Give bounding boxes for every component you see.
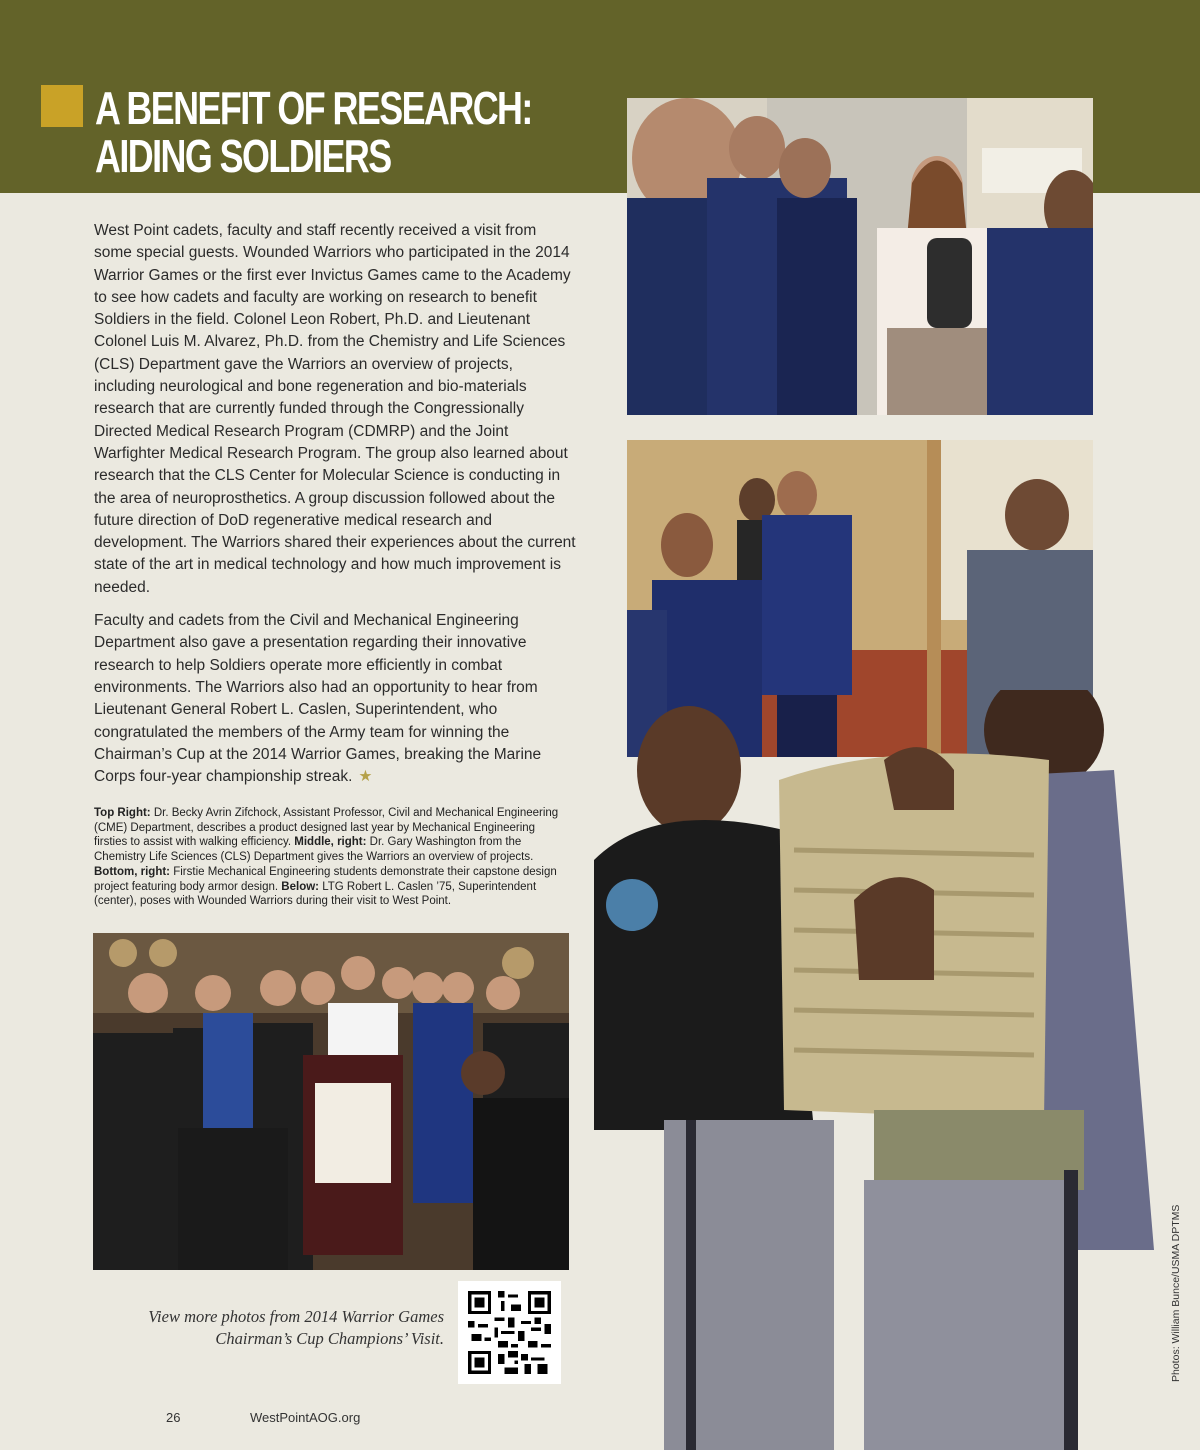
caption-label-bottom-right: Bottom, right: xyxy=(94,865,171,878)
caption-label-below: Below: xyxy=(281,880,319,893)
article-paragraph-2 xyxy=(94,610,578,788)
caption-text-top-right: Dr. Becky Avrin Zifchock, Assistant Professor, Civil and Mechanical Engineering (CME) Department, describes a product designed last year by Mechanical Engineering firsties to assist with walking efficiency. xyxy=(94,807,559,849)
website-link[interactable]: WestPointAOG.org xyxy=(250,1410,361,1425)
article-body xyxy=(94,220,578,799)
caption-text-middle-right: Dr. Gary Washington from the Chemistry Life Sciences (CLS) Department gives the Warriors an overview of projects. xyxy=(94,836,534,864)
photo-body-armor-demo xyxy=(594,690,1154,1450)
title-line-2: AIDING SOLDIERS xyxy=(95,130,391,182)
article-paragraph-2-text: Faculty and cadets from the Civil and Mechanical Engineering Department also gave a presentation regarding their innovative research to help Soldiers operate more efficiently in combat environments. The Warriors also had an opportunity to hear from Lieutenant General Robert L. Caslen, Superintendent, who congratulated the members of the Army team for winning the Chairman’s Cup at the 2014 Warrior Games, breaking the Marine Corps four-year championship streak. xyxy=(94,612,542,786)
caption-label-middle-right: Middle, right: xyxy=(294,836,367,849)
qr-code[interactable] xyxy=(458,1281,561,1384)
view-more-line-1: View more photos from 2014 Warrior Games xyxy=(148,1307,444,1326)
caption-text-bottom-right: Firstie Mechanical Engineering students demonstrate their capstone design project featuring body armor design. xyxy=(94,865,557,893)
view-more-photos-text xyxy=(120,1306,444,1350)
photo-credit: Photos: William Bunce/USMA DPTMS xyxy=(1170,1204,1182,1382)
qr-code-icon xyxy=(468,1291,551,1374)
photo-caption xyxy=(94,806,568,909)
view-more-line-2: Chairman’s Cup Champions’ Visit. xyxy=(215,1329,444,1348)
page-number: 26 xyxy=(166,1410,181,1425)
photo-researcher-presentation xyxy=(627,98,1093,415)
star-icon: ★ xyxy=(358,768,373,786)
caption-text-below: LTG Robert L. Caslen ’75, Superintendent (center), poses with Wounded Warriors during their visit to West Point. xyxy=(94,880,537,908)
article-title xyxy=(95,82,532,182)
photo-group-with-superintendent xyxy=(93,933,569,1270)
caption-label-top-right: Top Right: xyxy=(94,807,151,819)
title-line-1: A BENEFIT OF RESEARCH: xyxy=(95,82,532,134)
title-accent-square xyxy=(41,85,83,127)
article-paragraph-1: West Point cadets, faculty and staff recently received a visit from some special guests. Wounded Warriors who participated in the 2014 Warrior Games or the first ever Invictus Games came to the Academy to see how cadets and faculty are working on research to benefit Soldiers in the field. Colonel Leon Robert, Ph.D. and Lieutenant Colonel Luis M. Alvarez, Ph.D. from the Chemistry and Life Sciences (CLS) Department gave the Warriors an overview of projects, including neurological and bone regeneration and bio-materials research that are currently funded through the Congressionally Directed Medical Research Program (CDMRP) and the Joint Warfighter Medical Research Program. The group also learned about research that the CLS Center for Molecular Science is conducting in the area of neuroprosthetics. A group discussion followed about the future direction of DoD regenerative medical research and development. The Warriors shared their experiences about the current state of the art in medical technology and how much improvement is needed. xyxy=(94,222,576,596)
